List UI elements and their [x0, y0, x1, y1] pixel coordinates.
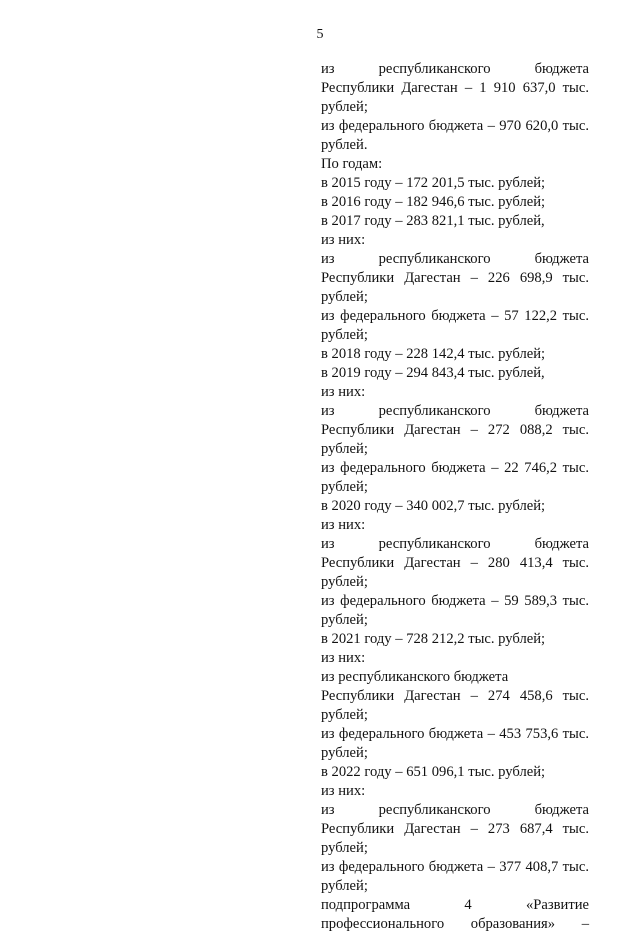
text-line: из республиканского бюджета	[321, 536, 589, 552]
text-line: из них:	[321, 384, 366, 400]
text-line: рублей;	[321, 574, 368, 590]
text-line: Республики Дагестан – 226 698,9 тыс.	[321, 270, 589, 286]
text-line: Республики Дагестан – 272 088,2 тыс.	[321, 422, 589, 438]
text-line: рублей;	[321, 745, 368, 761]
text-line: в 2019 году – 294 843,4 тыс. рублей,	[321, 365, 545, 381]
text-line: профессионального образования» –	[321, 916, 589, 932]
text-line: Республики Дагестан – 274 458,6 тыс.	[321, 688, 589, 704]
text-line: из республиканского бюджета	[321, 251, 589, 267]
text-line: из федерального бюджета – 377 408,7 тыс.	[321, 859, 589, 875]
text-line: рублей;	[321, 707, 368, 723]
text-line: рублей;	[321, 289, 368, 305]
text-line: рублей;	[321, 99, 368, 115]
text-line: в 2015 году – 172 201,5 тыс. рублей;	[321, 175, 546, 191]
text-line: из них:	[321, 783, 366, 799]
text-line: рублей;	[321, 840, 368, 856]
text-line: рублей;	[321, 878, 368, 894]
text-line: из них:	[321, 650, 366, 666]
funding-text-column	[321, 60, 589, 934]
text-line: подпрограмма 4 «Развитие	[321, 897, 589, 913]
text-line: из федерального бюджета – 57 122,2 тыс.	[321, 308, 589, 324]
text-line: По годам:	[321, 156, 383, 172]
text-line: рублей.	[321, 137, 368, 153]
text-line: в 2017 году – 283 821,1 тыс. рублей,	[321, 213, 545, 229]
text-line: в 2016 году – 182 946,6 тыс. рублей;	[321, 194, 546, 210]
text-line: Республики Дагестан – 280 413,4 тыс.	[321, 555, 589, 571]
text-line: в 2021 году – 728 212,2 тыс. рублей;	[321, 631, 546, 647]
text-line: из федерального бюджета – 59 589,3 тыс.	[321, 593, 589, 609]
text-line: в 2020 году – 340 002,7 тыс. рублей;	[321, 498, 546, 514]
text-line: из республиканского бюджета	[321, 61, 589, 77]
text-line: из федерального бюджета – 453 753,6 тыс.	[321, 726, 589, 742]
text-line: Республики Дагестан – 273 687,4 тыс.	[321, 821, 589, 837]
text-line: рублей;	[321, 479, 368, 495]
text-line: из них:	[321, 517, 366, 533]
text-line: рублей;	[321, 327, 368, 343]
text-line: из республиканского бюджета	[321, 802, 589, 818]
text-line: в 2018 году – 228 142,4 тыс. рублей;	[321, 346, 546, 362]
text-line: рублей;	[321, 441, 368, 457]
text-line: из них:	[321, 232, 366, 248]
text-line: из республиканского бюджета	[321, 669, 509, 685]
text-line: из федерального бюджета – 22 746,2 тыс.	[321, 460, 589, 476]
text-line: из республиканского бюджета	[321, 403, 589, 419]
page-number: 5	[316, 27, 324, 42]
text-line: рублей;	[321, 612, 368, 628]
text-line: из федерального бюджета – 970 620,0 тыс.	[321, 118, 589, 134]
text-line: Республики Дагестан – 1 910 637,0 тыс.	[321, 80, 589, 96]
text-line: в 2022 году – 651 096,1 тыс. рублей;	[321, 764, 546, 780]
